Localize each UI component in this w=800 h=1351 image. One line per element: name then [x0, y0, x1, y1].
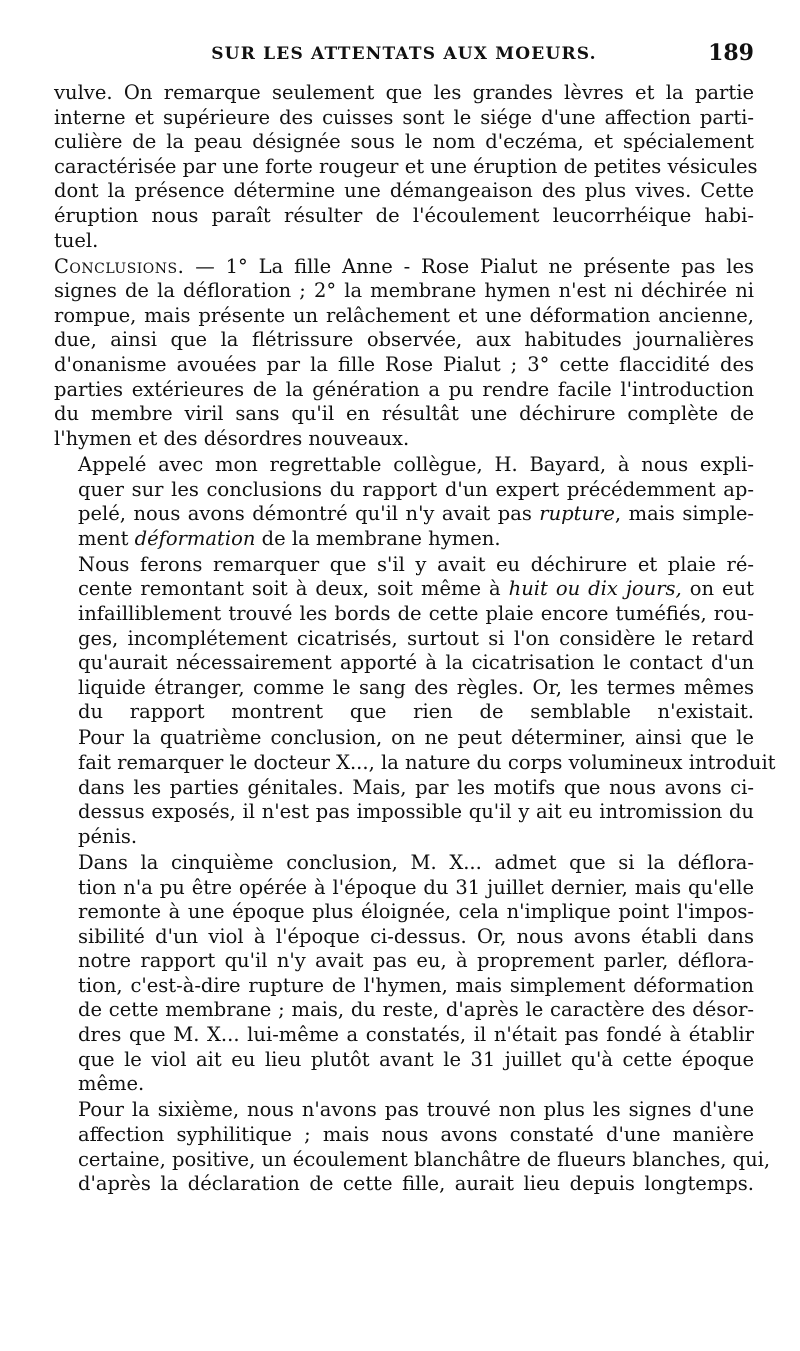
- text-line: sibilité d'un viol à l'époque ci-dessus. Or, nous avons établi dans: [78, 924, 754, 948]
- text-line: quer sur les conclusions du rapport d'un expert précédemment ap-: [78, 477, 754, 501]
- text-line: même.: [78, 1072, 145, 1096]
- text-line: culière de la peau désignée sous le nom d'eczéma, et spécialement: [54, 130, 754, 154]
- body-text: [54, 81, 776, 1198]
- text-line: ges, incomplétement cicatrisés, surtout si l'on considère le retard: [78, 626, 754, 650]
- text-line: vulve. On remarque seulement que les grandes lèvres et la partie: [54, 81, 754, 104]
- text-line: remonte à une époque plus éloignée, cela n'implique point l'impos-: [78, 900, 754, 924]
- text-line: notre rapport qu'il n'y avait pas eu, à proprement parler, déflora-: [78, 949, 754, 973]
- text-line: pénis.: [78, 824, 138, 848]
- text-line: Dans la cinquième conclusion, M. X... admet que si la déflora-: [78, 850, 754, 874]
- text-line: Pour la sixième, nous n'avons pas trouvé non plus les signes d'une: [78, 1098, 754, 1122]
- text-line: qu'aurait nécessairement apporté à la cicatrisation le contact d'un: [78, 651, 754, 675]
- text-fragment: de la membrane hymen.: [255, 526, 501, 550]
- text-fragment: ment: [78, 526, 135, 550]
- text-line: du membre viril sans qu'il en résultât une déchirure complète de: [54, 402, 754, 426]
- text-line: [54, 255, 754, 280]
- text-line: d'après la déclaration de cette fille, aurait lieu depuis longtemps.: [78, 1172, 754, 1196]
- text-line: interne et supérieure des cuisses sont le siége d'une affection parti-: [54, 105, 754, 129]
- text-line: fait remarquer le docteur X..., la nature du corps volumineux introduit: [78, 751, 776, 775]
- text-line: dres que M. X... lui-même a constatés, il n'était pas fondé à établir: [78, 1023, 754, 1047]
- running-title: SUR LES ATTENTATS AUX MOEURS.: [211, 44, 597, 64]
- text-line: caractérisée par une forte rougeur et une éruption de petites vésicules: [54, 154, 758, 178]
- text-line: tion n'a pu être opérée à l'époque du 31 juillet dernier, mais qu'elle: [78, 875, 754, 899]
- italic-term-rupture: rupture: [539, 502, 615, 526]
- text-line: [54, 502, 754, 527]
- text-line: [54, 527, 754, 552]
- text-fragment: , mais simple-: [614, 502, 754, 526]
- paragraph-conclusions: [54, 255, 754, 452]
- text-line: due, ainsi que la flétrissure observée, aux habitudes journalières: [54, 328, 754, 352]
- text-line: dans les parties génitales. Mais, par les motifs que nous avons ci-: [78, 775, 754, 799]
- text-line: Nous ferons remarquer que s'il y avait eu déchirure et plaie ré-: [78, 552, 754, 576]
- italic-term-deformation: déformation: [134, 526, 256, 550]
- text-line: signes de la défloration ; 2° la membrane hymen n'est ni déchirée ni: [54, 279, 754, 303]
- text-line: Pour la quatrième conclusion, on ne peut déterminer, ainsi que le: [78, 726, 754, 750]
- text-fragment: on eut: [681, 577, 754, 601]
- conclusions-lead: Conclusions.: [54, 254, 185, 278]
- text-line: certaine, positive, un écoulement blanchâtre de flueurs blanches, qui,: [78, 1147, 771, 1171]
- text-fragment: cente remontant soit à deux, soit même à: [78, 577, 509, 601]
- text-line: dessus exposés, il n'est pas impossible qu'il y ait eu intromission du: [78, 800, 754, 824]
- text-line: de cette membrane ; mais, du reste, d'après le caractère des désor-: [78, 998, 754, 1022]
- text-fragment: — 1° La fille Anne - Rose Pialut ne présente pas les: [184, 254, 754, 278]
- text-line: tion, c'est-à-dire rupture de l'hymen, mais simplement déformation: [78, 973, 754, 997]
- paragraph-plaie: [54, 553, 754, 725]
- page-number: 189: [708, 40, 754, 66]
- text-line: [54, 577, 754, 602]
- text-line: dont la présence détermine une démangeaison des plus vives. Cette: [54, 179, 754, 203]
- text-line: affection syphilitique ; mais nous avons constaté d'une manière: [78, 1122, 754, 1146]
- paragraph-eczema: [54, 81, 758, 253]
- paragraph-sixth-conclusion: [54, 1098, 771, 1196]
- text-fragment: pelé, nous avons démontré qu'il n'y avait pas: [78, 502, 540, 526]
- text-line: rompue, mais présente un relâchement et une déformation ancienne,: [54, 303, 754, 327]
- text-line: éruption nous paraît résulter de l'écoulement leucorrhéique habi-: [54, 203, 754, 227]
- text-line: liquide étranger, comme le sang des règles. Or, les termes mêmes: [78, 675, 754, 699]
- paragraph-bayard: [54, 453, 754, 551]
- paragraph-fifth-conclusion: [54, 851, 754, 1097]
- paragraph-fourth-conclusion: [54, 726, 776, 849]
- text-line: tuel.: [54, 228, 99, 252]
- text-line: Appelé avec mon regrettable collègue, H. Bayard, à nous expli-: [78, 452, 754, 476]
- text-line: que le viol ait eu lieu plutôt avant le 31 juillet qu'à cette époque: [78, 1047, 754, 1071]
- running-head: [54, 40, 754, 76]
- text-line: du rapport montrent que rien de semblable n'existait.: [78, 700, 754, 724]
- text-line: d'onanisme avouées par la fille Rose Pialut ; 3° cette flaccidité des: [54, 353, 754, 377]
- text-line: parties extérieures de la génération a pu rendre facile l'introduction: [54, 377, 754, 401]
- text-line: l'hymen et des désordres nouveaux.: [54, 426, 410, 450]
- text-line: infailliblement trouvé les bords de cette plaie encore tuméfiés, rou-: [78, 601, 754, 625]
- italic-term-days: huit ou dix jours,: [508, 577, 682, 601]
